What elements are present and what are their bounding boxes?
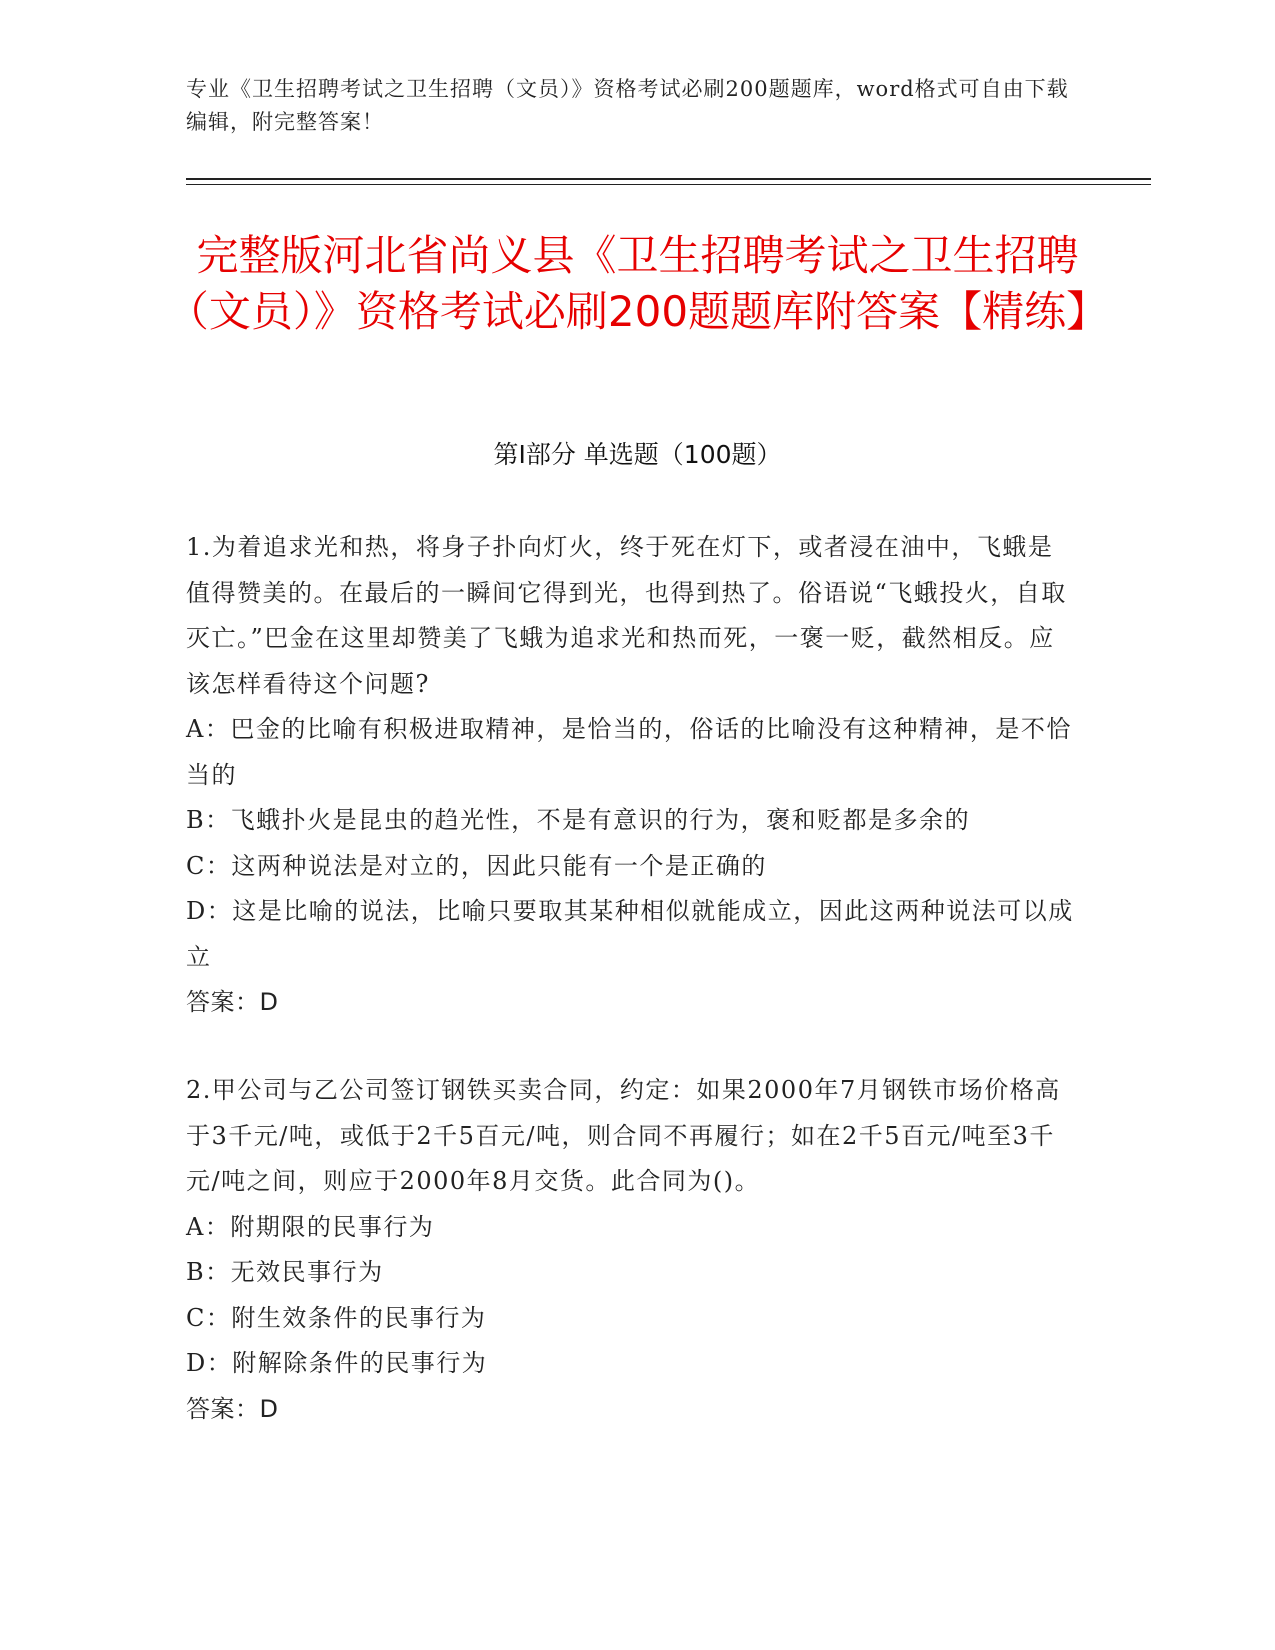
option-c: C：附生效条件的民事行为 <box>186 1303 487 1332</box>
section-heading: 第Ⅰ部分 单选题（100题） <box>493 440 782 469</box>
header-divider-thick <box>186 178 1151 180</box>
question-stem: 1.为着追求光和热，将身子扑向灯火，终于死在灯下，或者浸在油中，飞蛾是值得赞美的。在最后的一瞬间它得到光，也得到热了。俗语说“飞蛾投火，自取灭亡。”巴金在这里却赞美了飞蛾为追求光和热而死，一褒一贬，截然相反。应该怎样看待这个问题? <box>186 533 1067 698</box>
header-divider-thin <box>186 184 1151 185</box>
option-a: A：巴金的比喻有积极进取精神，是恰当的，俗话的比喻没有这种精神，是不恰当的 <box>186 715 1072 789</box>
document-header-note: 专业《卫生招聘考试之卫生招聘（文员）》资格考试必刷200题题库，word格式可自由下载编辑，附完整答案！ <box>186 77 1069 134</box>
option-a: A：附期限的民事行为 <box>186 1212 435 1241</box>
question-block <box>186 1068 1076 1432</box>
option-c: C：这两种说法是对立的，因此只能有一个是正确的 <box>186 851 767 880</box>
option-d: D：附解除条件的民事行为 <box>186 1349 488 1377</box>
option-b: B：无效民事行为 <box>186 1258 384 1286</box>
question-block <box>186 525 1076 1026</box>
question-stem: 2.甲公司与乙公司签订钢铁买卖合同，约定：如果2000年7月钢铁市场价格高于3千元/吨，或低于2千5百元/吨，则合同不再履行；如在2千5百元/吨至3千元/吨之间，则应于2000年8月交货。此合同为()。 <box>186 1076 1061 1195</box>
document-title: 完整版河北省尚义县《卫生招聘考试之卫生招聘（文员）》资格考试必刷200题题库附答案【精练】 <box>166 231 1109 336</box>
question-answer: 答案：D <box>186 1394 279 1423</box>
option-d: D：这是比喻的说法，比喻只要取其某种相似就能成立，因此这两种说法可以成立 <box>186 897 1074 971</box>
question-answer: 答案：D <box>186 988 279 1016</box>
option-b: B：飞蛾扑火是昆虫的趋光性，不是有意识的行为，褒和贬都是多余的 <box>186 806 971 834</box>
